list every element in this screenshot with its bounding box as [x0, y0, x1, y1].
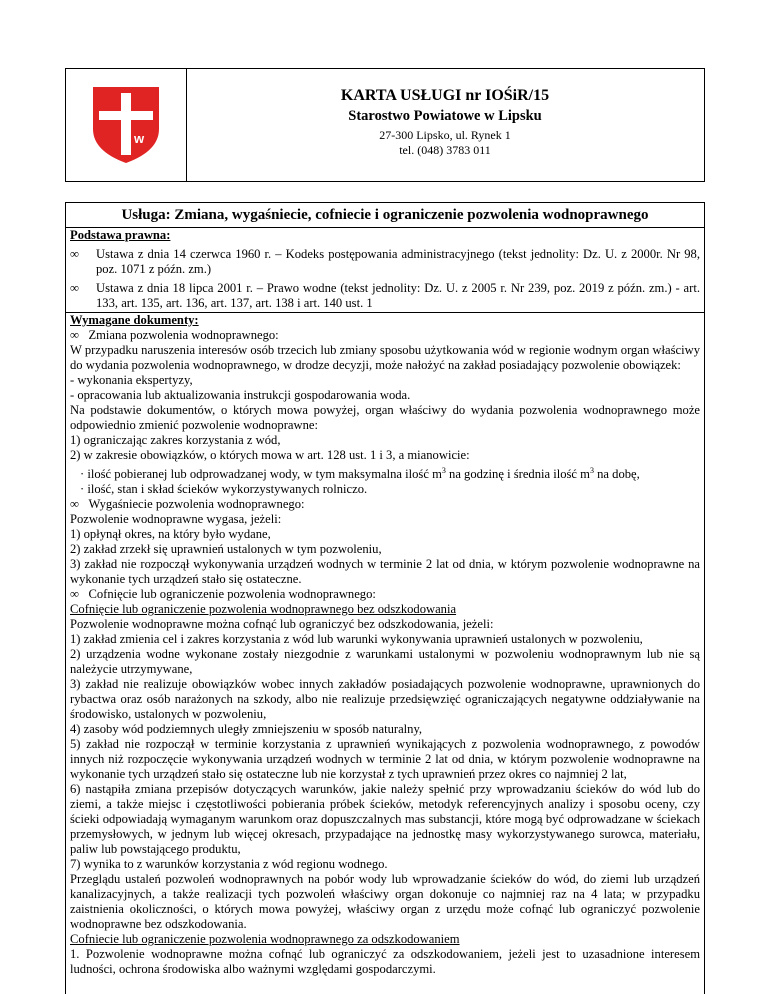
list-item: 6) nastąpiła zmiana przepisów dotyczących warunków, jakie należy spełnić przy wprowadzaniu ścieków do wód lub do ziemi, a także miejsc i częstotliwości pobierania próbek ścieków, metodyk referencyjnych analizy i sposobu oceny, czy ścieki odpowiadają wymaganym warunkom oraz dopuszczalnych mas substancji, które mogą być odprowadzane w ściekach przemysłowych, w jednym lub więcej okresach, przypadające na jednostkę masy wykorzystywanego surowca, materiału, paliw lub powstającego produktu, — [70, 782, 700, 857]
list-item: - wykonania ekspertyzy, — [70, 373, 193, 387]
list-item: 3) zakład nie realizuje obowiązków wobec innych zakładów posiadających pozwolenie wodnoprawne, uprawnionych do rybactwa oraz osób narażonych na szkody, albo nie realizuje przedsięwzięć ograniczających negatywne oddziaływanie na środowisko, ustalonych w pozwoleniu, — [70, 677, 700, 722]
logo-cell — [66, 69, 187, 181]
infinity-bullet-icon: ∞ — [70, 497, 79, 512]
coat-of-arms-logo — [91, 85, 161, 165]
list-item: 1) ograniczając zakres korzystania z wód, — [70, 433, 281, 447]
paragraph: Na podstawie dokumentów, o których mowa powyżej, organ właściwy do wydania pozwolenia wodnoprawnego może odpowiednio zmienić pozwolenie wodnoprawne: — [70, 403, 700, 432]
underlined-heading: Cofniecie lub ograniczenie pozwolenia wodnoprawnego za odszkodowaniem — [70, 932, 460, 947]
infinity-bullet-icon: ∞ — [70, 247, 79, 261]
office-address: 27-300 Lipsko, ul. Rynek 1 — [379, 128, 511, 142]
subsection-heading: ∞ Zmiana pozwolenia wodnoprawnego: — [70, 328, 279, 342]
infinity-bullet-icon: ∞ — [70, 281, 79, 295]
list-item: 2) w zakresie obowiązków, o których mowa w art. 128 ust. 1 i 3, a mianowicie: — [70, 448, 470, 462]
documents-section — [66, 313, 704, 977]
paragraph: Pozwolenie wodnoprawne wygasa, jeżeli: — [70, 512, 282, 527]
paragraph: W przypadku naruszenia interesów osób trzecich lub zmiany sposobu użytkowania wód w regionie wodnym organ właściwy do wydania pozwolenia wodnoprawnego, w drodze decyzji, może nałożyć na zakład posiadający pozwolenie obowiązek: — [70, 343, 700, 372]
list-item: 1) opłynął okres, na który było wydane, — [70, 527, 271, 542]
subsection-heading: ∞ Cofnięcie lub ograniczenie pozwolenia wodnoprawnego: — [70, 587, 376, 602]
list-item: 1) zakład zmienia cel i zakres korzystania z wód lub warunki wykonywania uprawnień ustalonych w pozwoleniu, — [70, 632, 643, 647]
list-item: · ilość, stan i skład ścieków wykorzystywanych rolniczo. — [80, 482, 368, 497]
documents-heading: Wymagane dokumenty: — [70, 313, 199, 327]
list-item: · ilość pobieranej lub odprowadzanej wody, w tym maksymalna ilość $m^3$ na godzinę i średnia ilość $m^3$ na dobę, — [80, 466, 640, 482]
infinity-bullet-icon: ∞ — [70, 587, 79, 602]
list-item: 2) urządzenia wodne wykonane zostały niezgodnie z warunkami ustalonymi w pozwoleniu wodnoprawnym lub nie są należycie utrzymywane, — [70, 647, 700, 677]
office-name: Starostwo Powiatowe w Lipsku — [348, 108, 542, 124]
legal-basis-item: ∞ Ustawa z dnia 18 lipca 2001 r. – Prawo wodne (tekst jednolity: Dz. U. z 2005 r. Nr 239, poz. 2019 z późn. zm.) - art. 133, art. 135, art. 136, art. 137, art. 138 i art. 140 ust. 1 — [70, 281, 700, 310]
header-info — [186, 69, 704, 181]
list-item: - opracowania lub aktualizowania instrukcji gospodarowania woda. — [70, 388, 411, 402]
list-item: 2) zakład zrzekł się uprawnień ustalonych w tym pozwoleniu, — [70, 542, 382, 557]
list-item: 3) zakład nie rozpoczął wykonywania urządzeń wodnych w terminie 2 lat od dnia, w którym pozwolenie wodnoprawne na wykonanie tych urządzeń stało się ostateczne. — [70, 557, 700, 587]
list-item: 4) zasoby wód podziemnych uległy zmniejszeniu w sposób naturalny, — [70, 722, 423, 737]
svg-text:w: w — [134, 131, 145, 146]
header-box — [65, 68, 705, 182]
card-title: KARTA USŁUGI nr IOŚiR/15 — [340, 87, 550, 104]
service-title: Usługa: Zmiana, wygaśniecie, cofniecie i ograniczenie pozwolenia wodnoprawnego — [66, 203, 704, 228]
service-card — [65, 202, 705, 994]
paragraph: Przeglądu ustaleń pozwoleń wodnoprawnych na pobór wody lub wprowadzanie ścieków do wód, do ziemi lub urządzeń kanalizacyjnych, a także realizacji tych pozwoleń właściwy organ dokonuje co najmniej raz na 4 lata; w przypadku zaistnienia okoliczności, o których mowa powyżej, właściwy organ z urzędu może cofnąć lub ograniczyć pozwolenie wodnoprawne bez odszkodowania. — [70, 872, 700, 932]
infinity-bullet-icon: ∞ — [70, 328, 79, 342]
list-item: 5) zakład nie rozpoczął w terminie korzystania z uprawnień wynikających z pozwolenia wodnoprawnego, z powodów innych niż rozpoczęcie wykonywania urządzeń wodnych w terminie 2 lat od dnia, w którym pozwolenie wodnoprawne na wykonanie tych urządzeń stało się ostateczne lub nie korzystał z tych uprawnień przez okres co najmniej 2 lat, — [70, 737, 700, 782]
subsection-heading: ∞ Wygaśniecie pozwolenia wodnoprawnego: — [70, 497, 305, 512]
paragraph: Pozwolenie wodnoprawne można cofnąć lub ograniczyć bez odszkodowania, jeżeli: — [70, 617, 494, 632]
list-item: 1. Pozwolenie wodnoprawne można cofnąć lub ograniczyć za odszkodowaniem, jeżeli jest to uzasadnione interesem ludności, ochrona środowiska albo ważnymi względami gospodarczymi. — [70, 947, 700, 977]
office-phone: tel. (048) 3783 011 — [399, 143, 491, 157]
list-item: 7) wynika to z warunków korzystania z wód regionu wodnego. — [70, 857, 388, 872]
underlined-heading: Cofnięcie lub ograniczenie pozwolenia wodnoprawnego bez odszkodowania — [70, 602, 457, 617]
legal-basis-section — [66, 228, 704, 313]
legal-basis-item: ∞ Ustawa z dnia 14 czerwca 1960 r. – Kodeks postępowania administracyjnego (tekst jednolity: Dz. U. z 2000r. Nr 98, poz. 1071 z późn. zm.) — [70, 247, 700, 276]
legal-basis-heading: Podstawa prawna: — [70, 228, 171, 242]
